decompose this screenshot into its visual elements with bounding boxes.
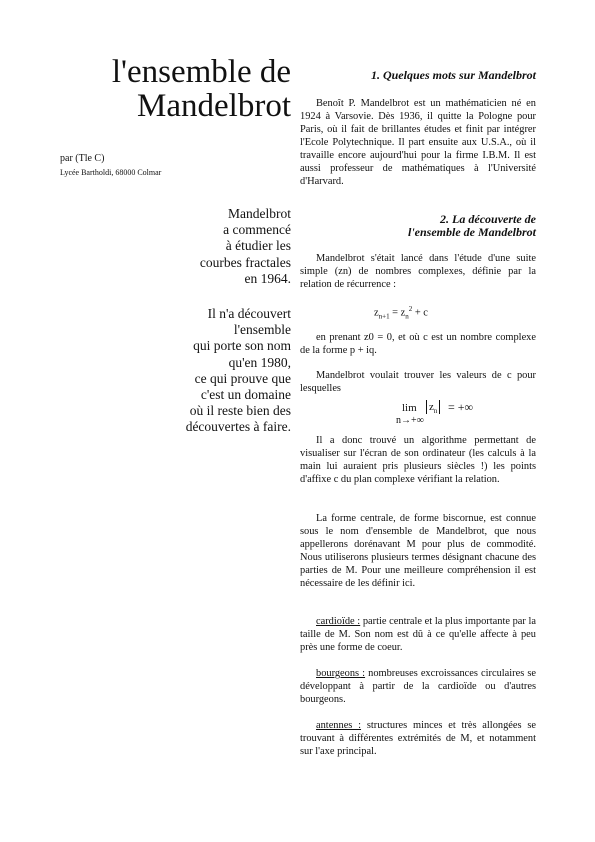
pullquote-2-line: découvertes à faire. [185,419,291,435]
pullquote-1-line: a commencé [223,222,291,238]
section-1-heading-text: 1. Quelques mots sur Mandelbrot [370,68,536,82]
section-2-heading [408,213,536,239]
article-title [112,55,291,123]
definition-buds [300,667,536,706]
pullquote-2-line: qui porte son nom [193,338,291,354]
pullquote-2-line: Il n'a découvert [207,306,291,321]
pullquote-1-line: Mandelbrot [228,206,291,221]
limit-infinity: = +∞ [448,400,474,414]
section-1-heading [371,69,536,82]
pullquote-2-line: où il reste bien des [189,403,291,419]
pullquote-2 [186,306,291,436]
paragraph-initial-value: en prenant z0 = 0, et où c est un nombre complexe de la forme p + iq. [300,332,536,356]
pullquote-1 [200,206,291,287]
term-buds: bourgeons : [316,668,366,679]
paragraph-sequence: Mandelbrot s'était lancé dans l'étude d'une suite simple (zn) de nombres complexes, définie par la relation de récurrence : [300,253,536,290]
section-2-heading-line-1: 2. La découverte de [440,212,536,226]
pullquote-2-line: qu'en 1980, [228,354,291,370]
definition-buds-text: nombreuses excroissances circulaires se développant à partir de la cardioïde ou d'autres bourgeons. [300,668,536,705]
pullquote-1-line: courbes fractales [199,254,291,270]
paragraph-central-shape: La forme centrale, de forme biscornue, est connue sous le nom d'ensemble de Mandelbrot, que nous appellerons dorénavant M pour plus de commodité. Nous utiliserons plusieurs termes désignant chacune des parties de M. Pour une meilleure compréhension il est nécessaire de les définir ici. [300,513,536,589]
section-2-heading-line-2: l'ensemble de Mandelbrot [408,225,536,239]
pullquote-2-line: c'est un domaine [200,387,291,403]
eq-lhs-sub: n+1 [378,312,390,321]
eq-rhs-sub: n [405,312,409,321]
byline: par (Tle C) [60,153,105,164]
term-antennas: antennes : [316,720,362,731]
pullquote-2-line: l'ensemble [233,322,291,338]
title-line-2: Mandelbrot [137,88,291,124]
eq-mid: = z [389,307,406,319]
eq-lhs: z [374,307,379,319]
paragraph-algorithm: Il a donc trouvé un algorithme permettant de visualiser sur l'écran de son ordinateur (les calculs à la main lui auraient pris plusieurs siècles !) les points d'affixe c du plan complexe vérifiant la relation. [300,435,536,485]
paragraph-biography: Benoît P. Mandelbrot est un mathématicien né en 1924 à Varsovie. Dès 1936, il quitte la Pologne pour Paris, où il fait de brillantes études et finit par intégrer l'Ecole Polytechnique. Il part ensuite aux U.S.A., où il travaille encore aujourd'hui pour la firme I.B.M. Il est aussi professeur de mathématiques à l'Université d'Harvard. [300,98,536,187]
affiliation: Lycée Bartholdi, 68000 Colmar [60,168,162,177]
definition-antennas [300,719,536,758]
limit-lim: lim [402,402,417,414]
term-cardioid: cardioïde : [316,616,361,627]
limit-abs [426,400,440,414]
limit-subscript: n→+∞ [396,415,424,426]
limit-abs-sub: n [433,407,438,416]
pullquote-2-line: ce qui prouve que [194,370,291,386]
limit-equation [368,398,478,428]
recurrence-equation [374,305,428,321]
paragraph-goal: Mandelbrot voulait trouver les valeurs de c pour lesquelles [300,370,536,394]
eq-tail: + c [412,307,428,319]
pullquote-1-line: en 1964. [244,270,291,286]
eq-rhs-sup: 2 [408,305,413,313]
definition-antennas-text: structures minces et très allongées se trouvant à différentes extrémités de M, et notamment sur l'axe principal. [300,720,536,757]
definition-cardioid-text: partie centrale et la plus importante par la taille de M. Son nom est dû à ce qu'elle affecte à peu près une forme de coeur. [300,616,536,653]
title-line-1: l'ensemble de [111,54,291,90]
pullquote-1-line: à étudier les [225,238,291,254]
definition-cardioid [300,615,536,654]
limit-abs-z: z [429,401,434,413]
